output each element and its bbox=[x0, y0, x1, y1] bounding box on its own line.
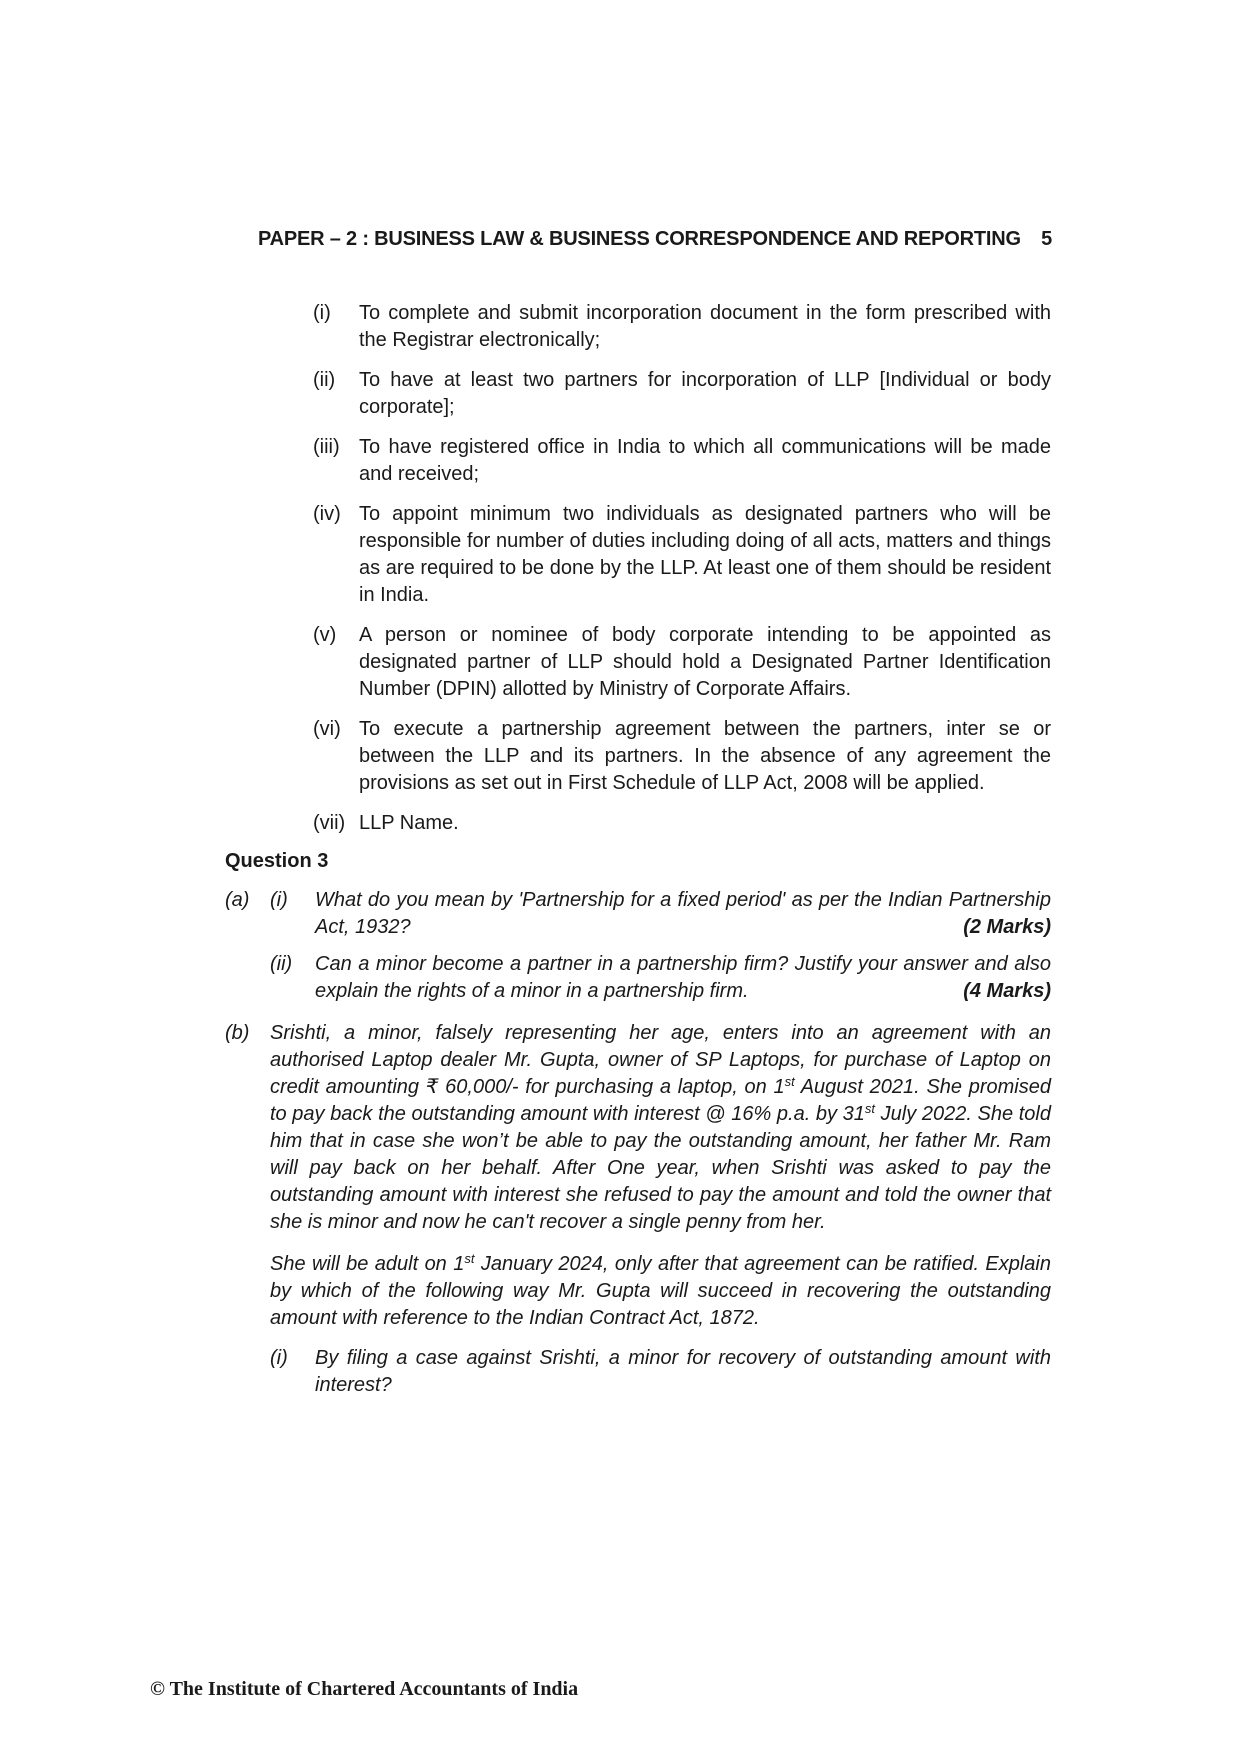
page-header bbox=[258, 226, 1052, 253]
subquestion-label: (i) bbox=[270, 889, 288, 911]
list-item-text: To appoint minimum two individuals as designated partners who will be responsible for number of duties including doing of all acts, matters and things as are required to be done by the LLP. At least one of them should be resident in India. bbox=[359, 503, 1051, 606]
list-item-text: To execute a partnership agreement between the partners, inter se or between the LLP and its partners. In the absence of any agreement the provisions as set out in First Schedule of LLP Act, 2008 will be applied. bbox=[359, 718, 1051, 794]
list-item bbox=[313, 501, 1051, 609]
list-item-number: (i) bbox=[313, 302, 331, 324]
list-item bbox=[313, 434, 1051, 488]
question-part-label: (a) bbox=[225, 889, 250, 911]
question-heading: Question 3 bbox=[225, 850, 329, 872]
subquestion-text: What do you mean by 'Partnership for a fixed period' as per the Indian Partnership Act, 1932? bbox=[315, 889, 1051, 938]
case-text: August 2021. She promised to pay back the outstanding amount with interest @ 16% p.a. by 31 bbox=[270, 1076, 1051, 1125]
subquestion-label: (ii) bbox=[270, 953, 293, 975]
case-paragraph bbox=[270, 1020, 1051, 1236]
superscript: st bbox=[864, 1101, 876, 1116]
subquestion-block bbox=[315, 951, 1051, 1005]
list-item-text: LLP Name. bbox=[359, 812, 459, 834]
list-item-text: A person or nominee of body corporate intending to be appointed as designated partner of LLP should hold a Designated Partner Identification Number (DPIN) allotted by Ministry of Corporate Affairs. bbox=[359, 624, 1051, 700]
list-item-number: (iv) bbox=[313, 503, 341, 525]
subquestion-block bbox=[315, 887, 1051, 941]
subquestion-label: (i) bbox=[270, 1347, 288, 1369]
list-item bbox=[313, 810, 1051, 837]
case-text: January 2024, only after that agreement can be ratified. Explain by which of the following way Mr. Gupta will succeed in recovering the outstanding amount with reference to the Indian Contract Act, 1872. bbox=[270, 1253, 1051, 1329]
list-item bbox=[313, 622, 1051, 703]
list-item-number: (ii) bbox=[313, 369, 336, 391]
case-text: July 2022. She told him that in case she won’t be able to pay the outstanding amount, her father Mr. Ram will pay back on her behalf. After One year, when Srishti was asked to pay the outstanding amount with interest she refused to pay the amount and told the owner that she is minor and now he can't recover a single penny from her. bbox=[270, 1103, 1051, 1233]
marks-badge: (2 Marks) bbox=[963, 916, 1051, 938]
question-b-i bbox=[225, 1345, 1051, 1399]
list-item-text: To have registered office in India to which all communications will be made and received; bbox=[359, 436, 1051, 485]
list-item-number: (v) bbox=[313, 624, 337, 646]
page-number: 5 bbox=[1041, 228, 1052, 250]
subquestion-text: Can a minor become a partner in a partnership firm? Justify your answer and also explain the rights of a minor in a partnership firm. bbox=[315, 953, 1051, 1002]
question-b bbox=[225, 1020, 1051, 1236]
case-paragraph bbox=[270, 1251, 1051, 1332]
superscript: st bbox=[464, 1251, 475, 1266]
question-part-label: (b) bbox=[225, 1022, 250, 1044]
header-title: PAPER – 2 : BUSINESS LAW & BUSINESS CORRESPONDENCE AND REPORTING bbox=[258, 228, 1021, 250]
list-item-text: To complete and submit incorporation document in the form prescribed with the Registrar electronically; bbox=[359, 302, 1051, 351]
list-item-number: (vii) bbox=[313, 812, 346, 834]
footer-copyright: © The Institute of Chartered Accountants of India bbox=[150, 1678, 579, 1700]
subquestion-text: By filing a case against Srishti, a minor for recovery of outstanding amount with interest? bbox=[315, 1347, 1051, 1396]
marks-badge: (4 Marks) bbox=[963, 980, 1051, 1002]
list-item bbox=[313, 367, 1051, 421]
case-text: Srishti, a minor, falsely representing her age, enters into an agreement with an authorised Laptop dealer Mr. Gupta, owner of SP Laptops, for purchase of Laptop on credit amounting ₹ 60,000/- for purchasing a laptop, on 1 bbox=[270, 1022, 1051, 1098]
list-item-number: (iii) bbox=[313, 436, 340, 458]
list-item bbox=[313, 716, 1051, 797]
superscript: st bbox=[784, 1074, 795, 1089]
question-a-i bbox=[225, 887, 1051, 941]
list-item-number: (vi) bbox=[313, 718, 341, 740]
case-text: She will be adult on 1 bbox=[270, 1253, 465, 1275]
list-item bbox=[313, 300, 1051, 354]
question-a-ii bbox=[225, 951, 1051, 1005]
question-b-paragraph-2 bbox=[225, 1251, 1051, 1332]
list-item-text: To have at least two partners for incorporation of LLP [Individual or body corporate]; bbox=[359, 369, 1051, 418]
